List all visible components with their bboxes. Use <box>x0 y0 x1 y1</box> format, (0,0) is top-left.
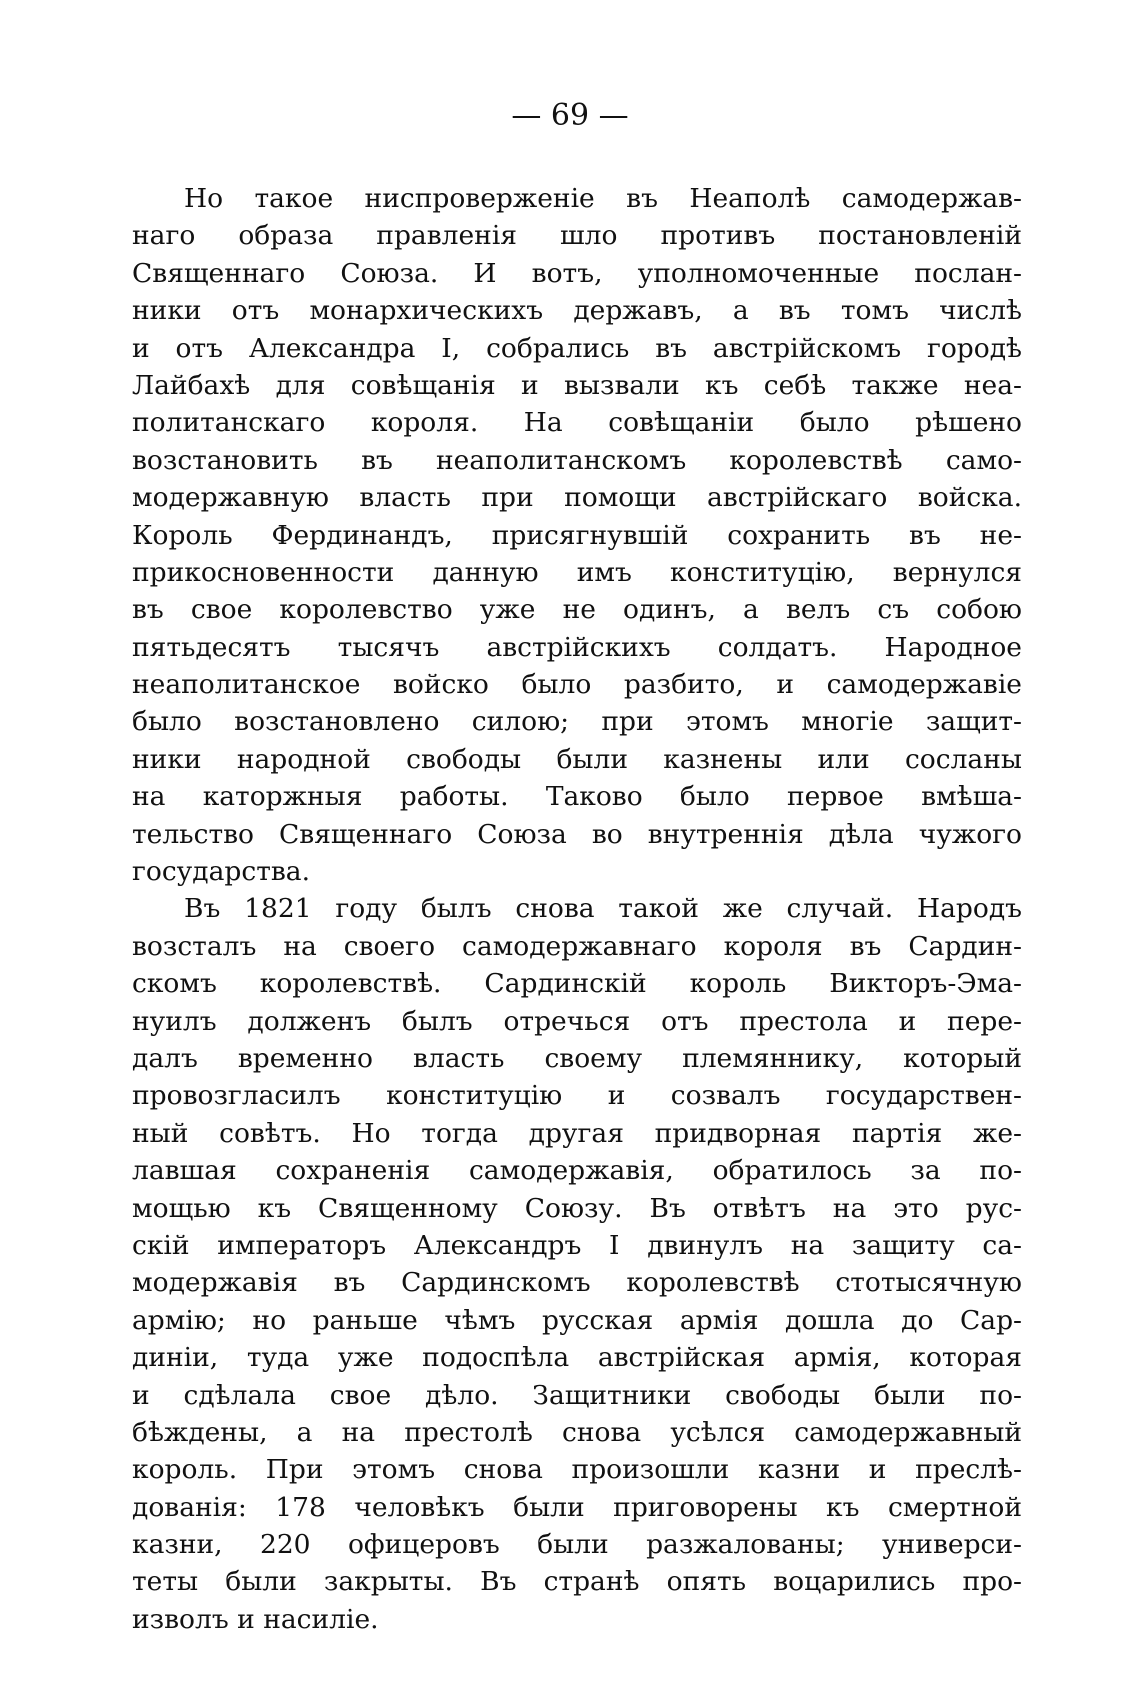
text-line: ники отъ монархическихъ державъ, а въ томъ числѣ <box>132 295 1022 327</box>
text-line: Въ 1821 году былъ снова такой же случай. Народъ <box>184 893 1022 925</box>
text-line: ники народной свободы были казнены или сосланы <box>132 743 1022 775</box>
text-line: наго образа правленія шло противъ постановленій <box>132 220 1022 252</box>
text-line: скій императоръ Александръ I двинулъ на защиту са- <box>132 1229 1022 1261</box>
text-line: государства. <box>132 856 310 888</box>
text-line: лавшая сохраненія самодержавія, обратилось за по- <box>132 1155 1022 1187</box>
text-line: Король Фердинандъ, присягнувшій сохранить въ не- <box>132 519 1022 551</box>
text-line: возстановить въ неаполитанскомъ королевствѣ само- <box>132 444 1022 476</box>
page-number: — 69 — <box>511 98 629 133</box>
text-line: скомъ королевствѣ. Сардинскій король Викторъ-Эма- <box>132 968 1022 1000</box>
text-line: Но такое ниспроверженіе въ Неаполѣ самодержав- <box>184 183 1022 214</box>
text-line: мощью къ Священному Союзу. Въ отвѣтъ на это рус- <box>132 1192 1022 1224</box>
text-line: и отъ Александра I, собрались въ австрійскомъ городѣ <box>132 332 1022 364</box>
text-line: модержавія въ Сардинскомъ королевствѣ стотысячную <box>132 1267 1022 1299</box>
text-line: пятьдесятъ тысячъ австрійскихъ солдатъ. Народное <box>132 631 1022 663</box>
text-line: казни, 220 офицеровъ были разжалованы; универси- <box>132 1529 1022 1561</box>
text-line: политанскаго короля. На совѣщаніи было рѣшено <box>132 407 1022 439</box>
text-line: король. При этомъ снова произошли казни и преслѣ- <box>132 1454 1022 1486</box>
text-line: модержавную власть при помощи австрійскаго войска. <box>132 482 1022 514</box>
body-text <box>132 180 1022 1638</box>
text-line: нуилъ долженъ былъ отречься отъ престола и пере- <box>132 1005 1022 1037</box>
text-line: ный совѣтъ. Но тогда другая придворная партія же- <box>132 1117 1022 1149</box>
text-line: изволъ и насиліе. <box>132 1603 379 1635</box>
text-line: далъ временно власть своему племяннику, который <box>132 1042 1022 1074</box>
text-line: армію; но раньше чѣмъ русская армія дошла до Сар- <box>132 1304 1022 1336</box>
text-line: и сдѣлала свое дѣло. Защитники свободы были по- <box>132 1379 1022 1411</box>
text-line: возсталъ на своего самодержавнаго короля въ Сардин- <box>132 930 1022 962</box>
text-line: неаполитанское войско было разбито, и самодержавіе <box>132 669 1022 701</box>
text-line: тельство Священнаго Союза во внутреннія дѣла чужого <box>132 818 1022 850</box>
text-line: Священнаго Союза. И вотъ, уполномоченные послан- <box>132 257 1022 289</box>
text-line: провозгласилъ конституцію и созвалъ государствен- <box>132 1080 1022 1112</box>
text-line: диніи, туда уже подоспѣла австрійская армія, которая <box>132 1342 1022 1374</box>
text-line: въ свое королевство уже не одинъ, а велъ съ собою <box>132 594 1022 626</box>
text-line: бѣждены, а на престолѣ снова усѣлся самодержавный <box>132 1416 1022 1448</box>
text-line: Лайбахѣ для совѣщанія и вызвали къ себѣ также неа- <box>132 369 1022 401</box>
text-line: прикосновенности данную имъ конституцію, вернулся <box>132 556 1022 588</box>
text-line: теты были закрыты. Въ странѣ опять воцарились про- <box>132 1566 1022 1598</box>
text-line: дованія: 178 человѣкъ были приговорены къ смертной <box>132 1491 1022 1523</box>
text-line: на каторжныя работы. Таково было первое вмѣша- <box>132 781 1022 813</box>
text-line: было возстановлено силою; при этомъ многіе защит- <box>132 706 1022 738</box>
